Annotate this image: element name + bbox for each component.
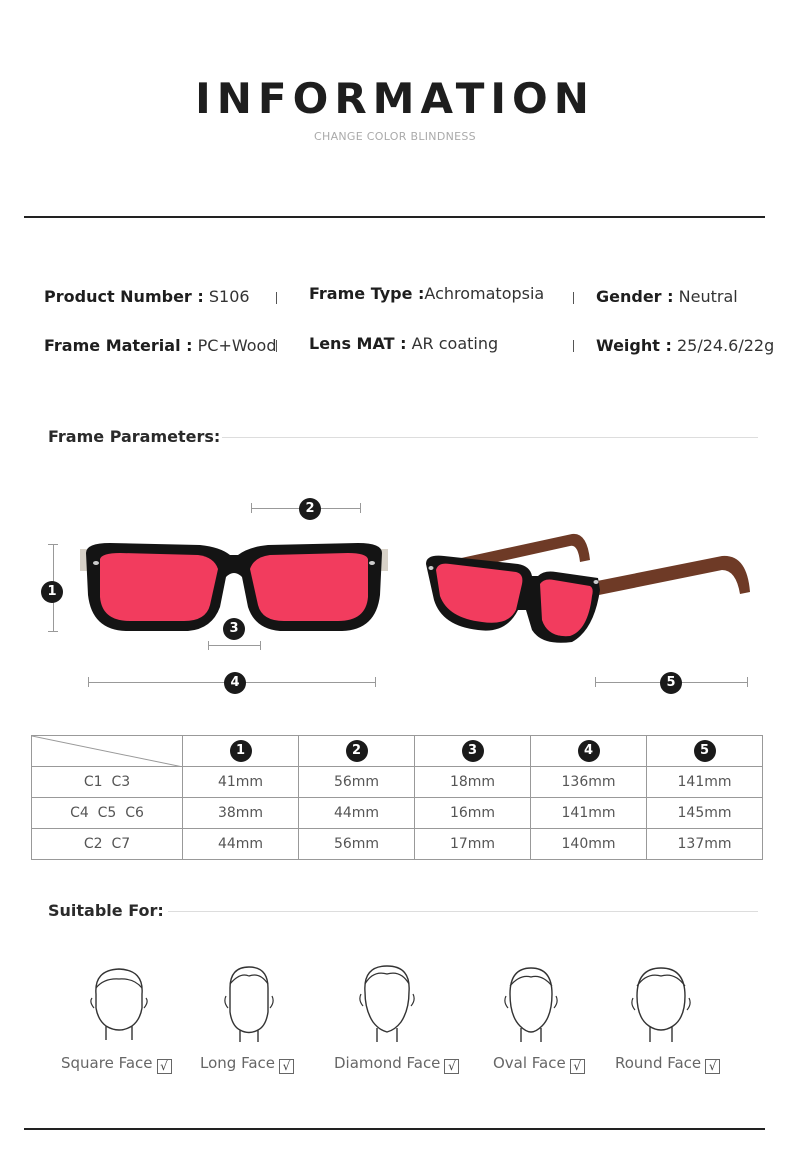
face-name: Diamond Face	[334, 1054, 441, 1072]
table-header-cell	[183, 736, 299, 767]
table-row-label: C1 C3	[32, 767, 183, 798]
check-icon: √	[444, 1059, 459, 1074]
gender-label: Gender :	[596, 287, 674, 306]
face-name: Round Face	[615, 1054, 702, 1072]
lens-mat-value: AR coating	[411, 334, 499, 353]
frame-material	[44, 336, 276, 355]
table-badge-1: 1	[230, 740, 252, 762]
dim-tick	[208, 641, 209, 650]
table-row	[32, 798, 763, 829]
info-separator	[276, 340, 277, 352]
table-header-cell	[647, 736, 763, 767]
round-face-label	[615, 1054, 720, 1074]
square-face-icon	[84, 964, 154, 1044]
badge-5: 5	[660, 672, 682, 694]
table-cell: 56mm	[299, 829, 415, 860]
suitable-for-line	[168, 911, 758, 912]
gender	[596, 287, 738, 306]
frame-type-value: Achromatopsia	[424, 284, 545, 303]
table-row-label: C4 C5 C6	[32, 798, 183, 829]
table-cell: 41mm	[183, 767, 299, 798]
page-title: INFORMATION	[195, 74, 595, 123]
dim-tick	[595, 677, 596, 687]
weight-value: 25/24.6/22g	[676, 336, 775, 355]
badge-4: 4	[224, 672, 246, 694]
diamond-face-icon	[351, 962, 423, 1044]
face-name: Long Face	[200, 1054, 275, 1072]
table-cell: 136mm	[531, 767, 647, 798]
dim-tick	[88, 677, 89, 687]
badge-2: 2	[299, 498, 321, 520]
table-corner-cell	[32, 736, 183, 767]
info-separator	[573, 292, 574, 304]
table-cell: 145mm	[647, 798, 763, 829]
parameters-table	[31, 735, 763, 860]
dim-tick	[747, 677, 748, 687]
table-cell: 17mm	[415, 829, 531, 860]
table-badge-4: 4	[578, 740, 600, 762]
long-face-icon	[214, 964, 284, 1044]
table-row	[32, 767, 763, 798]
diamond-face-label	[334, 1054, 459, 1074]
gender-value: Neutral	[678, 287, 738, 306]
product-number-label: Product Number :	[44, 287, 204, 306]
glasses-side-image	[422, 530, 757, 650]
table-cell: 56mm	[299, 767, 415, 798]
product-number	[44, 287, 250, 306]
check-icon: √	[279, 1059, 294, 1074]
square-face-label	[61, 1054, 172, 1074]
info-separator	[573, 340, 574, 352]
top-divider	[24, 216, 765, 218]
table-cell: 140mm	[531, 829, 647, 860]
oval-face-label	[493, 1054, 585, 1074]
suitable-for-title: Suitable For:	[48, 901, 164, 920]
frame-material-value: PC+Wood	[197, 336, 277, 355]
info-row-1	[0, 284, 790, 317]
dim-tick	[360, 503, 361, 513]
table-header-cell	[531, 736, 647, 767]
badge-1: 1	[41, 581, 63, 603]
table-cell: 18mm	[415, 767, 531, 798]
face-name: Square Face	[61, 1054, 153, 1072]
table-cell: 141mm	[531, 798, 647, 829]
table-badge-5: 5	[694, 740, 716, 762]
dim-tick	[375, 677, 376, 687]
table-cell: 137mm	[647, 829, 763, 860]
frame-parameters-title: Frame Parameters:	[48, 427, 221, 446]
table-row-label: C2 C7	[32, 829, 183, 860]
page-subtitle: CHANGE COLOR BLINDNESS	[314, 130, 476, 143]
table-cell: 44mm	[183, 829, 299, 860]
oval-face-icon	[496, 964, 566, 1044]
weight	[596, 336, 774, 355]
diagonal-line	[32, 736, 183, 767]
dim-line-3	[208, 645, 261, 646]
table-header-cell	[415, 736, 531, 767]
dim-tick	[260, 641, 261, 650]
dim-tick	[48, 544, 58, 545]
frame-type-label: Frame Type :	[309, 284, 425, 303]
product-number-value: S106	[208, 287, 250, 306]
frame-material-label: Frame Material :	[44, 336, 193, 355]
table-cell: 16mm	[415, 798, 531, 829]
frame-parameters-line	[222, 437, 758, 438]
round-face-icon	[625, 964, 697, 1044]
table-header-row	[32, 736, 763, 767]
lens-mat-label: Lens MAT :	[309, 334, 407, 353]
face-name: Oval Face	[493, 1054, 566, 1072]
dim-tick	[251, 503, 252, 513]
info-separator	[276, 292, 277, 304]
long-face-label	[200, 1054, 294, 1074]
info-row-2	[0, 336, 790, 366]
lens-mat	[309, 334, 498, 353]
check-icon: √	[157, 1059, 172, 1074]
check-icon: √	[705, 1059, 720, 1074]
bottom-divider	[24, 1128, 765, 1130]
badge-3: 3	[223, 618, 245, 640]
table-badge-2: 2	[346, 740, 368, 762]
dim-tick	[48, 631, 58, 632]
table-header-cell	[299, 736, 415, 767]
check-icon: √	[570, 1059, 585, 1074]
table-cell: 44mm	[299, 798, 415, 829]
table-cell: 141mm	[647, 767, 763, 798]
frame-type	[309, 284, 544, 303]
table-row	[32, 829, 763, 860]
table-badge-3: 3	[462, 740, 484, 762]
weight-label: Weight :	[596, 336, 672, 355]
table-cell: 38mm	[183, 798, 299, 829]
